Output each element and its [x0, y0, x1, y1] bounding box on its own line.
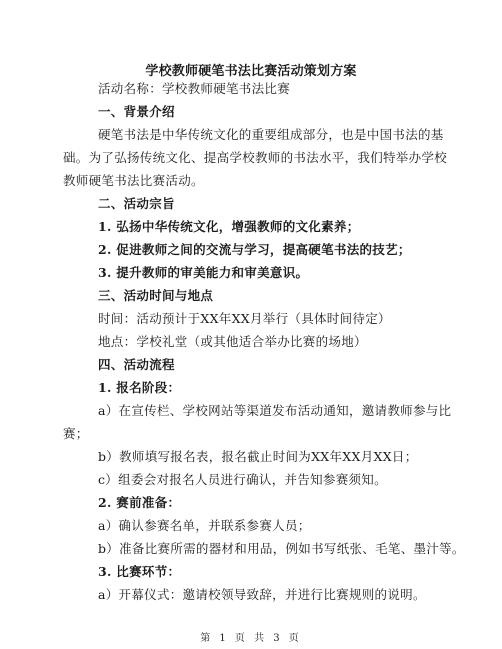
section-2-item-1: 1. 弘扬中华传统文化，增强教师的文化素养；	[98, 219, 360, 234]
activity-name: 活动名称：学校教师硬笔书法比赛	[98, 81, 291, 96]
section-1-heading: 一、背景介绍	[98, 104, 175, 119]
section-3-heading: 三、活动时间与地点	[98, 288, 214, 303]
stage-3-label: 3. 比赛环节：	[98, 564, 181, 579]
stage-3-item-a: a）开幕仪式：邀请校领导致辞，并进行比赛规则的说明。	[98, 587, 426, 602]
stage-1-item-a-line-1: a）在宣传栏、学校网站等渠道发布活动通知，邀请教师参与比	[98, 403, 452, 418]
stage-1-label: 1. 报名阶段：	[98, 380, 181, 395]
section-1-paragraph-line-2: 础。为了弘扬传统文化、提高学校教师的书法水平，我们特举办学校	[63, 150, 448, 165]
stage-1-item-c: c）组委会对报名人员进行确认，并告知参赛须知。	[98, 472, 387, 487]
section-3-place: 地点：学校礼堂（或其他适合举办比赛的场地）	[98, 334, 367, 349]
section-2-heading: 二、活动宗旨	[98, 196, 175, 211]
section-3-time: 时间：活动预计于XX年XX月举行（具体时间待定）	[98, 311, 391, 326]
section-2-item-2: 2. 促进教师之间的交流与学习，提高硬笔书法的技艺；	[98, 242, 411, 257]
section-1-paragraph-line-3: 教师硬笔书法比赛活动。	[63, 173, 204, 188]
section-4-heading: 四、活动流程	[98, 357, 175, 372]
stage-2-item-b: b）准备比赛所需的器材和用品，例如书写纸张、毛笔、墨汁等。	[98, 541, 465, 556]
section-1-paragraph-line-1: 硬笔书法是中华传统文化的重要组成部分，也是中国书法的基	[98, 127, 444, 142]
page-footer: 第 1 页 共 3 页	[200, 633, 302, 644]
stage-2-item-a: a）确认参赛名单，并联系参赛人员；	[98, 518, 311, 533]
document-title: 学校教师硬笔书法比赛活动策划方案	[145, 64, 357, 79]
section-2-item-3: 3. 提升教师的审美能力和审美意识。	[98, 265, 309, 280]
stage-2-label: 2. 赛前准备：	[98, 495, 181, 510]
stage-1-item-b: b）教师填写报名表，报名截止时间为XX年XX月XX日；	[98, 449, 418, 464]
stage-1-item-a-line-2: 赛；	[63, 426, 89, 441]
